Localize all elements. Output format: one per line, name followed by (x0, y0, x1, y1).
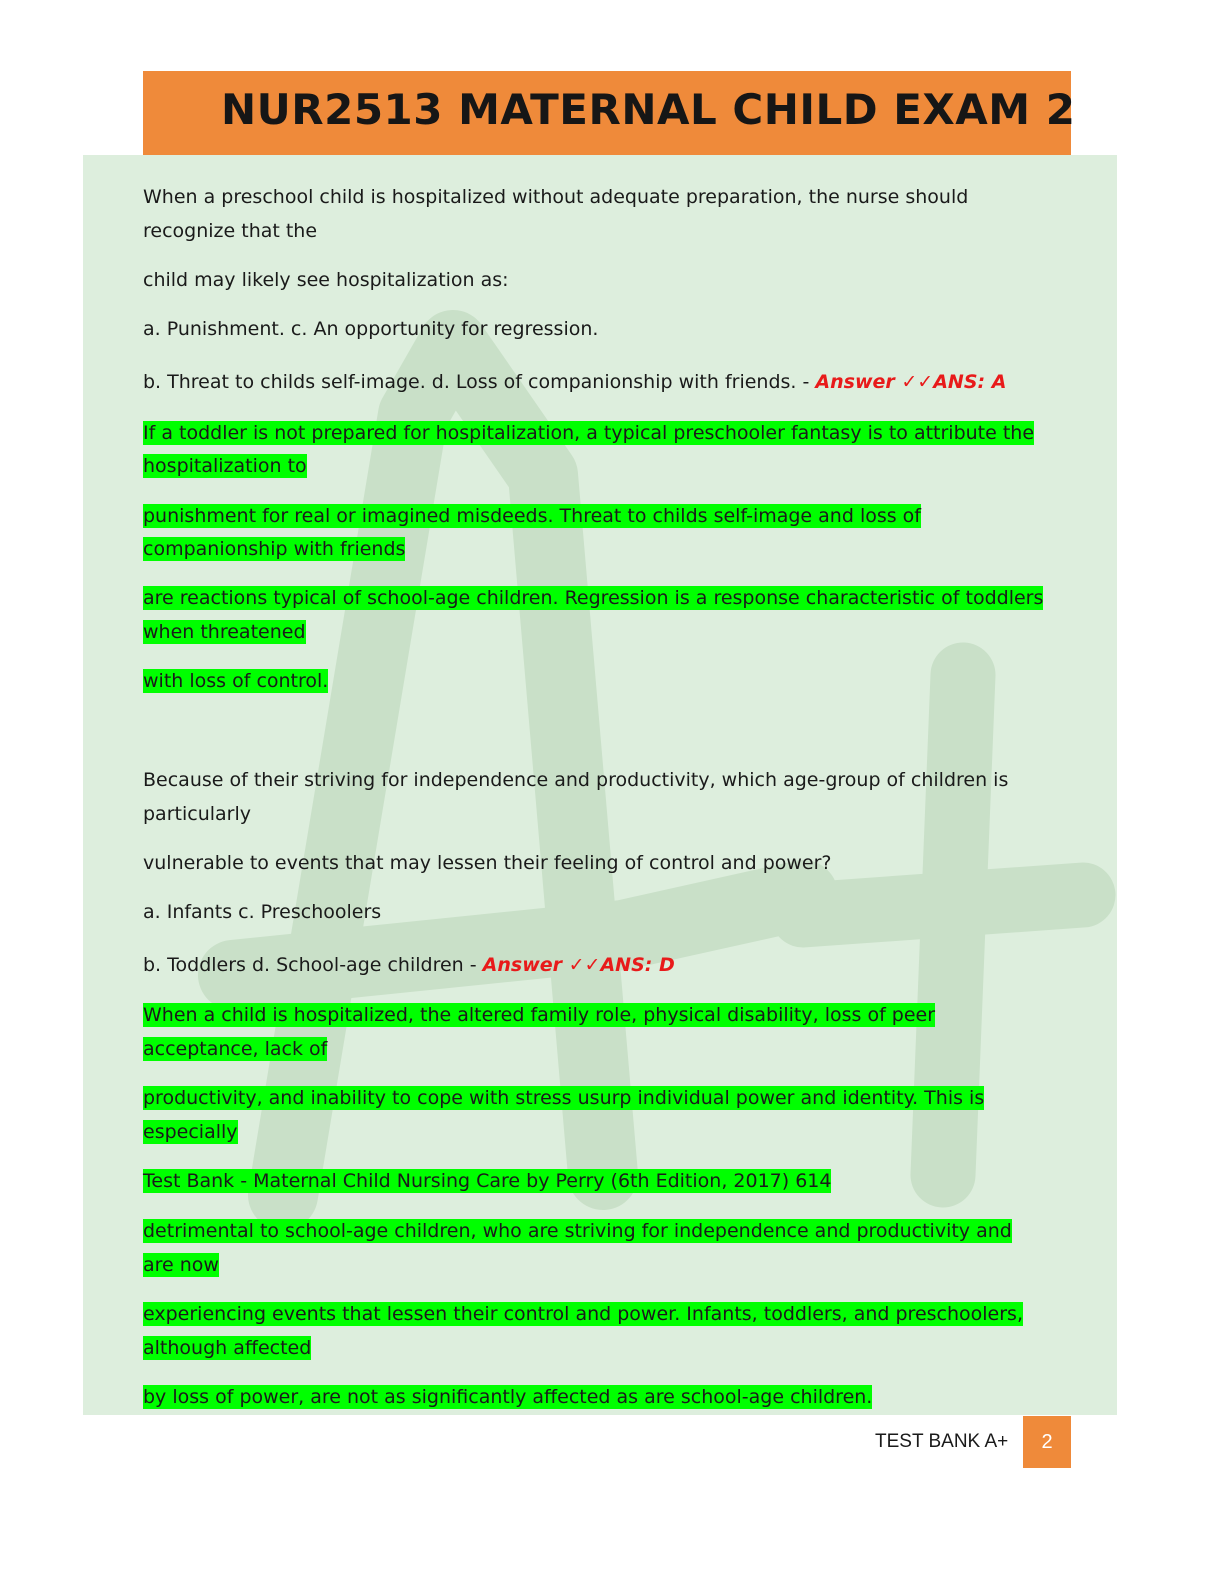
question-2-stem: Because of their striving for independence and productivity, which age-group of children is (143, 769, 1009, 791)
question-2-rationale: When a child is hospitalized, the altered family role, physical disability, loss of peer (143, 1004, 936, 1026)
question-1-answer: Answer ✓✓ANS: A (815, 371, 1007, 393)
question-1-stem: child may likely see hospitalization as: (143, 269, 509, 291)
question-2-options: b. Toddlers d. School-age children - Answer ✓✓ANS: D (143, 954, 675, 976)
question-2-rationale: acceptance, lack of (143, 1038, 328, 1060)
question-1-rationale: punishment for real or imagined misdeeds. Threat to childs self-image and loss of (143, 505, 921, 527)
question-2-rationale: Test Bank - Maternal Child Nursing Care by Perry (6th Edition, 2017) 614 (143, 1170, 832, 1192)
page-title: NUR2513 MATERNAL CHILD EXAM 2 (221, 85, 1076, 134)
question-2-rationale: detrimental to school-age children, who are striving for independence and productivity and (143, 1220, 1012, 1242)
question-1-rationale: with loss of control. (143, 670, 329, 692)
question-2-options: a. Infants c. Preschoolers (143, 901, 382, 923)
question-2-rationale: although affected (143, 1337, 312, 1359)
question-2-rationale: experiencing events that lessen their control and power. Infants, toddlers, and preschoolers, (143, 1303, 1023, 1325)
question-1-rationale: If a toddler is not prepared for hospitalization, a typical preschooler fantasy is to attribute the (143, 422, 1035, 444)
question-2-rationale: by loss of power, are not as significantly affected as are school-age children. (143, 1386, 873, 1408)
question-2-rationale: are now (143, 1254, 219, 1276)
question-1-rationale: hospitalization to (143, 455, 307, 477)
header-bar (143, 71, 1076, 155)
question-1-stem: When a preschool child is hospitalized without adequate preparation, the nurse should (143, 186, 969, 208)
question-2-stem: particularly (143, 803, 251, 825)
footer-label: TEST BANK A+ (875, 1431, 1009, 1452)
question-2-answer: Answer ✓✓ANS: D (482, 954, 675, 976)
question-2-stem: vulnerable to events that may lessen their feeling of control and power? (143, 852, 832, 874)
question-1-rationale: companionship with friends (143, 538, 406, 560)
question-2-rationale: especially (143, 1121, 238, 1143)
page-number: 2 (1023, 1416, 1071, 1468)
question-2-rationale: productivity, and inability to cope with stress usurp individual power and identity. This is (143, 1087, 985, 1109)
question-1-rationale: are reactions typical of school-age children. Regression is a response characteristic of toddlers (143, 587, 1044, 609)
question-1-rationale: when threatened (143, 621, 306, 643)
question-1-options: a. Punishment. c. An opportunity for regression. (143, 318, 599, 340)
question-1-options: b. Threat to childs self-image. d. Loss of companionship with friends. - Answer ✓✓ANS: A (143, 371, 1007, 393)
question-1-stem: recognize that the (143, 220, 318, 242)
